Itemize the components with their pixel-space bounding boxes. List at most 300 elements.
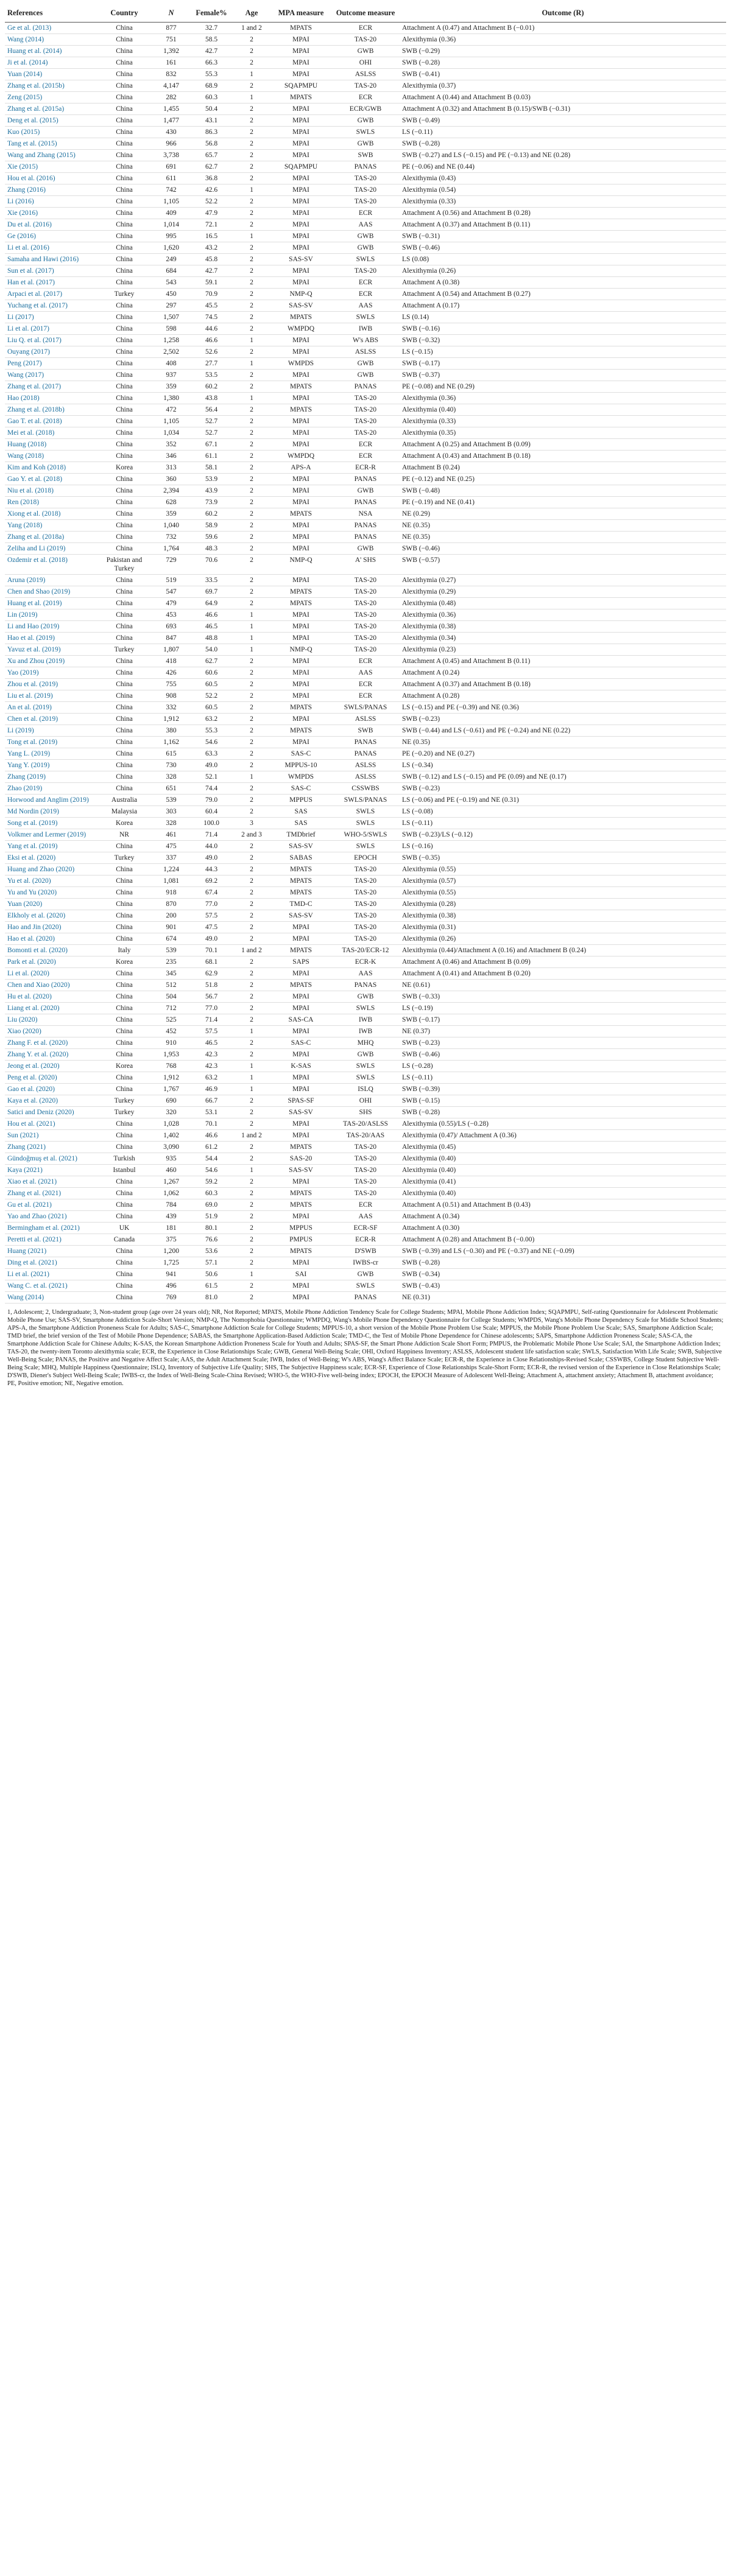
reference-link[interactable]: Jeong et al. (2020) bbox=[5, 1061, 96, 1072]
mpa-measure-cell: MPAI bbox=[270, 416, 331, 427]
reference-link[interactable]: Wang and Zhang (2015) bbox=[5, 150, 96, 161]
country-cell: China bbox=[96, 876, 152, 887]
outcome-r-cell: Alexithymia (0.37) bbox=[400, 80, 726, 92]
reference-link[interactable]: Tang et al. (2015) bbox=[5, 138, 96, 150]
mpa-measure-cell: SQAPMPU bbox=[270, 80, 331, 92]
outcome-r-cell: LS (−0.06) and PE (−0.19) and NE (0.31) bbox=[400, 795, 726, 806]
reference-link[interactable]: Li (2017) bbox=[5, 312, 96, 323]
female-pct-cell: 76.6 bbox=[190, 1234, 233, 1246]
table-row bbox=[5, 150, 726, 161]
female-pct-cell: 70.9 bbox=[190, 289, 233, 300]
age-cell: 1 bbox=[233, 231, 270, 242]
country-cell: China bbox=[96, 621, 152, 633]
n-cell: 235 bbox=[152, 956, 190, 968]
reference-link[interactable]: Hao (2018) bbox=[5, 393, 96, 404]
mpa-measure-cell: SAS-SV bbox=[270, 254, 331, 265]
outcome-measure-cell: W's ABS bbox=[331, 335, 400, 346]
outcome-measure-cell: GWB bbox=[331, 485, 400, 497]
outcome-measure-cell: TAS-20 bbox=[331, 184, 400, 196]
reference-link[interactable]: Yao (2019) bbox=[5, 667, 96, 679]
reference-link[interactable]: Deng et al. (2015) bbox=[5, 115, 96, 127]
reference-link[interactable]: Horwood and Anglim (2019) bbox=[5, 795, 96, 806]
reference-link[interactable]: Eksi et al. (2020) bbox=[5, 852, 96, 864]
female-pct-cell: 56.4 bbox=[190, 404, 233, 416]
outcome-measure-cell: SWLS bbox=[331, 127, 400, 138]
reference-link[interactable]: Song et al. (2019) bbox=[5, 818, 96, 829]
n-cell: 525 bbox=[152, 1014, 190, 1026]
table-row bbox=[5, 393, 726, 404]
female-pct-cell: 55.3 bbox=[190, 69, 233, 80]
table-row bbox=[5, 34, 726, 46]
outcome-r-cell: Alexithymia (0.23) bbox=[400, 644, 726, 656]
reference-link[interactable]: Bermingham et al. (2021) bbox=[5, 1223, 96, 1234]
reference-link[interactable]: Hao et al. (2019) bbox=[5, 633, 96, 644]
mpa-measure-cell: WMPDS bbox=[270, 771, 331, 783]
n-cell: 2,502 bbox=[152, 346, 190, 358]
mpa-measure-cell: MPAI bbox=[270, 173, 331, 184]
reference-link[interactable]: Wang C. et al. (2021) bbox=[5, 1280, 96, 1292]
outcome-r-cell: Alexithymia (0.38) bbox=[400, 910, 726, 922]
reference-link[interactable]: Kuo (2015) bbox=[5, 127, 96, 138]
reference-link[interactable]: Yavuz et al. (2019) bbox=[5, 644, 96, 656]
reference-link[interactable]: Gu et al. (2021) bbox=[5, 1199, 96, 1211]
reference-link[interactable]: Mei et al. (2018) bbox=[5, 427, 96, 439]
female-pct-cell: 65.7 bbox=[190, 150, 233, 161]
reference-link[interactable]: Li and Hao (2019) bbox=[5, 621, 96, 633]
reference-link[interactable]: Liu et al. (2019) bbox=[5, 690, 96, 702]
table-row bbox=[5, 841, 726, 852]
mpa-measure-cell: MPAI bbox=[270, 609, 331, 621]
table-row bbox=[5, 1084, 726, 1095]
reference-link[interactable]: Gao T. et al. (2018) bbox=[5, 416, 96, 427]
mpa-measure-cell: MPPUS bbox=[270, 795, 331, 806]
mpa-measure-cell: MPATS bbox=[270, 404, 331, 416]
reference-link[interactable]: Xiao et al. (2021) bbox=[5, 1176, 96, 1188]
mpa-measure-cell: MPAI bbox=[270, 57, 331, 69]
mpa-measure-cell: MPAI bbox=[270, 115, 331, 127]
table-row bbox=[5, 945, 726, 956]
country-cell: China bbox=[96, 1026, 152, 1037]
female-pct-cell: 52.6 bbox=[190, 346, 233, 358]
reference-link[interactable]: Du et al. (2016) bbox=[5, 219, 96, 231]
country-cell: China bbox=[96, 451, 152, 462]
reference-link[interactable]: Huang (2018) bbox=[5, 439, 96, 451]
female-pct-cell: 42.6 bbox=[190, 184, 233, 196]
n-cell: 1,062 bbox=[152, 1188, 190, 1199]
age-cell: 1 bbox=[233, 1084, 270, 1095]
reference-link[interactable]: Xiong et al. (2018) bbox=[5, 508, 96, 520]
column-header-references: References bbox=[5, 4, 96, 23]
age-cell: 2 bbox=[233, 127, 270, 138]
outcome-r-cell: Alexithymia (0.45) bbox=[400, 1142, 726, 1153]
n-cell: 380 bbox=[152, 725, 190, 737]
reference-link[interactable]: Md Nordin (2019) bbox=[5, 806, 96, 818]
reference-link[interactable]: Sun (2021) bbox=[5, 1130, 96, 1142]
reference-link[interactable]: Kim and Koh (2018) bbox=[5, 462, 96, 474]
reference-link[interactable]: Yang et al. (2019) bbox=[5, 841, 96, 852]
outcome-measure-cell: PANAS bbox=[331, 161, 400, 173]
age-cell: 2 bbox=[233, 760, 270, 771]
reference-link[interactable]: Hao et al. (2020) bbox=[5, 933, 96, 945]
female-pct-cell: 54.0 bbox=[190, 644, 233, 656]
country-cell: China bbox=[96, 427, 152, 439]
mpa-measure-cell: MPATS bbox=[270, 1142, 331, 1153]
reference-link[interactable]: Xiao (2020) bbox=[5, 1026, 96, 1037]
n-cell: 504 bbox=[152, 991, 190, 1003]
reference-link[interactable]: Ge (2016) bbox=[5, 231, 96, 242]
reference-link[interactable]: Zhao (2019) bbox=[5, 783, 96, 795]
reference-link[interactable]: Liu Q. et al. (2017) bbox=[5, 335, 96, 346]
reference-link[interactable]: Chen and Shao (2019) bbox=[5, 586, 96, 598]
reference-link[interactable]: Yang L. (2019) bbox=[5, 748, 96, 760]
mpa-measure-cell: MPAI bbox=[270, 1130, 331, 1142]
reference-link[interactable]: Zeliha and Li (2019) bbox=[5, 543, 96, 555]
n-cell: 908 bbox=[152, 690, 190, 702]
reference-link[interactable]: Gao et al. (2020) bbox=[5, 1084, 96, 1095]
age-cell: 2 bbox=[233, 254, 270, 265]
outcome-r-cell: Alexithymia (0.35) bbox=[400, 427, 726, 439]
country-cell: Canada bbox=[96, 1234, 152, 1246]
n-cell: 730 bbox=[152, 760, 190, 771]
age-cell: 2 bbox=[233, 1280, 270, 1292]
column-header-age: Age bbox=[233, 4, 270, 23]
reference-link[interactable]: Lin (2019) bbox=[5, 609, 96, 621]
reference-link[interactable]: Zhou et al. (2019) bbox=[5, 679, 96, 690]
outcome-r-cell: SWB (−0.32) bbox=[400, 335, 726, 346]
mpa-measure-cell: MPAI bbox=[270, 737, 331, 748]
reference-link[interactable]: Hou et al. (2021) bbox=[5, 1118, 96, 1130]
female-pct-cell: 63.3 bbox=[190, 748, 233, 760]
mpa-measure-cell: MPAI bbox=[270, 1118, 331, 1130]
country-cell: China bbox=[96, 1142, 152, 1153]
reference-link[interactable]: Satici and Deniz (2020) bbox=[5, 1107, 96, 1118]
n-cell: 297 bbox=[152, 300, 190, 312]
mpa-measure-cell: MPATS bbox=[270, 598, 331, 609]
mpa-measure-cell: MPATS bbox=[270, 381, 331, 393]
table-footnote: 1, Adolescent; 2, Undergraduate; 3, Non-student group (age over 24 years old); NR, Not Reported; MPATS, Mobile Phone Addiction Tendency Scale for College Students; MPAI, Mobile Phone Addiction Index; SQAPMPU, Self-rating Questionnaire for Adolescent Problematic Mobile Phone Use; SAS-SV, Smartphone Addiction Scale-Short Version; NMP-Q, The Nomophobia Questionnaire; WMPDQ, Wang's Mobile Phone Dependency Questionnaire for College Students; WMPDS, Wang's Mobile Phone Dependency Scale for Middle School Students; APS-A, the Smartphone Addiction Proneness Scale for Adults; SAS-C, Smartphone Addiction Scale for College Students; MPPUS-10, a short version of the Mobile Phone Problem Use Scale; MPPUS, the Mobile Phone Problem Use Scale; SAS, Smartphone Addiction Scale; TMD brief, the brief version of the Test of Mobile Phone Dependence; SABAS, the Smartphone Application-Based Addiction Scale; TMD-C, the Test of Mobile Phone Dependence for Chinese adolescents; SAPS, Smartphone Addiction Proneness Scale; SAS-CA, the Smartphone Addiction Scale for Chinese Adults; K-SAS, the Korean Smartphone Addiction Proneness Scale for Youth and Adults; SPAS-SF, the Smart Phone Addiction Scale Short Form; PMPUS, the Problematic Mobile Phone Use Scale; SAI, the Smartphone Addiction Index; TAS-20, the twenty-item Toronto alexithymia scale; ECR, the Experience in Close Relationships Scale; GWB, General Well-Being Scale; OHI, Oxford Happiness Inventory; ASLSS, Adolescent student life satisfaction scale; SWLS, Satisfaction With Life Scale; SWB, Subjective Well-Being Scale; PANAS, the Positive and Negative Affect Scale; AAS, the Adult Attachment Scale; IWB, Index of Well-Being; W's ABS, Wang's Affect Balance Scale; ECR-R, the Experience in Close Relationships-Revised Scale; CSSWBS, College Student Subjective Well-Being Scale; MHQ, Multiple Happiness Questionnaire; ISLQ, Inventory of Subjective Life Quality; SHS, The Subjective Happiness scale; ECR-SF, Experience of Close Relationships Scale-Short Form; ECR-R, the revised version of the Experience in Close Relationships Scale; D'SWB, Diener's Subject Well-Being Scale; IWBS-cr, the Index of Well-Being Scale-China Revised; WHO-5, the WHO-Five well-being index; EPOCH, the EPOCH Measure of Adolescent Well-Being; Attachment A, attachment anxiety; Attachment B, attachment avoidance; PE, Positive emotion; NE, Negative emotion. bbox=[7, 1309, 724, 1387]
outcome-measure-cell: TAS-20 bbox=[331, 598, 400, 609]
female-pct-cell: 47.9 bbox=[190, 208, 233, 219]
reference-link[interactable]: Han et al. (2017) bbox=[5, 277, 96, 289]
reference-link[interactable]: Ouyang (2017) bbox=[5, 346, 96, 358]
reference-link[interactable]: Yang Y. (2019) bbox=[5, 760, 96, 771]
reference-link[interactable]: Zhang et al. (2015b) bbox=[5, 80, 96, 92]
reference-link[interactable]: Niu et al. (2018) bbox=[5, 485, 96, 497]
outcome-r-cell: Attachment A (0.41) and Attachment B (0.20) bbox=[400, 968, 726, 980]
age-cell: 2 bbox=[233, 1292, 270, 1304]
reference-link[interactable]: Yuan (2020) bbox=[5, 899, 96, 910]
outcome-r-cell: Alexithymia (0.47)/ Attachment A (0.36) bbox=[400, 1130, 726, 1142]
column-header-mpa-measure: MPA measure bbox=[270, 4, 331, 23]
n-cell: 375 bbox=[152, 1234, 190, 1246]
age-cell: 1 bbox=[233, 644, 270, 656]
reference-link[interactable]: Huang and Zhao (2020) bbox=[5, 864, 96, 876]
outcome-r-cell: LS (−0.11) bbox=[400, 818, 726, 829]
reference-link[interactable]: Wang (2017) bbox=[5, 370, 96, 381]
reference-link[interactable]: Ozdemir et al. (2018) bbox=[5, 555, 96, 575]
reference-link[interactable]: Hu et al. (2020) bbox=[5, 991, 96, 1003]
reference-link[interactable]: Peretti et al. (2021) bbox=[5, 1234, 96, 1246]
reference-link[interactable]: Gündoğmuş et al. (2021) bbox=[5, 1153, 96, 1165]
reference-link[interactable]: Elkholy et al. (2020) bbox=[5, 910, 96, 922]
age-cell: 2 bbox=[233, 370, 270, 381]
reference-link[interactable]: Huang et al. (2014) bbox=[5, 46, 96, 57]
reference-link[interactable]: Li et al. (2017) bbox=[5, 323, 96, 335]
reference-link[interactable]: Xie (2016) bbox=[5, 208, 96, 219]
outcome-r-cell: Attachment A (0.38) bbox=[400, 277, 726, 289]
outcome-measure-cell: A' SHS bbox=[331, 555, 400, 575]
reference-link[interactable]: Bomonti et al. (2020) bbox=[5, 945, 96, 956]
n-cell: 690 bbox=[152, 1095, 190, 1107]
outcome-measure-cell: PANAS bbox=[331, 532, 400, 543]
reference-link[interactable]: Chen et al. (2019) bbox=[5, 714, 96, 725]
mpa-measure-cell: MPAI bbox=[270, 690, 331, 702]
country-cell: China bbox=[96, 922, 152, 933]
outcome-measure-cell: AAS bbox=[331, 667, 400, 679]
mpa-measure-cell: MPATS bbox=[270, 945, 331, 956]
female-pct-cell: 55.3 bbox=[190, 725, 233, 737]
n-cell: 408 bbox=[152, 358, 190, 370]
reference-link[interactable]: Ge et al. (2013) bbox=[5, 23, 96, 34]
reference-link[interactable]: Yuchang et al. (2017) bbox=[5, 300, 96, 312]
n-cell: 547 bbox=[152, 586, 190, 598]
reference-link[interactable]: Zhang et al. (2015a) bbox=[5, 104, 96, 115]
n-cell: 328 bbox=[152, 771, 190, 783]
reference-link[interactable]: Huang (2021) bbox=[5, 1246, 96, 1257]
n-cell: 1,912 bbox=[152, 714, 190, 725]
reference-link[interactable]: Zhang (2016) bbox=[5, 184, 96, 196]
reference-link[interactable]: Zeng (2015) bbox=[5, 92, 96, 104]
table-row bbox=[5, 92, 726, 104]
outcome-measure-cell: GWB bbox=[331, 138, 400, 150]
female-pct-cell: 59.6 bbox=[190, 532, 233, 543]
age-cell: 2 bbox=[233, 497, 270, 508]
outcome-measure-cell: TAS-20 bbox=[331, 876, 400, 887]
table-row bbox=[5, 242, 726, 254]
female-pct-cell: 60.4 bbox=[190, 806, 233, 818]
mpa-measure-cell: MPATS bbox=[270, 980, 331, 991]
female-pct-cell: 46.5 bbox=[190, 621, 233, 633]
reference-link[interactable]: Peng (2017) bbox=[5, 358, 96, 370]
reference-link[interactable]: Yuan (2014) bbox=[5, 69, 96, 80]
reference-link[interactable]: Arpaci et al. (2017) bbox=[5, 289, 96, 300]
outcome-measure-cell: ECR bbox=[331, 1199, 400, 1211]
n-cell: 1,034 bbox=[152, 427, 190, 439]
table-row bbox=[5, 138, 726, 150]
table-row bbox=[5, 1165, 726, 1176]
table-row bbox=[5, 173, 726, 184]
reference-link[interactable]: Li et al. (2020) bbox=[5, 968, 96, 980]
outcome-r-cell: Alexithymia (0.26) bbox=[400, 933, 726, 945]
mpa-measure-cell: MPAI bbox=[270, 922, 331, 933]
reference-link[interactable]: Zhang et al. (2021) bbox=[5, 1188, 96, 1199]
column-header-female-pct: Female% bbox=[190, 4, 233, 23]
female-pct-cell: 56.8 bbox=[190, 138, 233, 150]
outcome-measure-cell: SWLS bbox=[331, 806, 400, 818]
age-cell: 2 bbox=[233, 667, 270, 679]
n-cell: 3,738 bbox=[152, 150, 190, 161]
reference-link[interactable]: Kaya et al. (2020) bbox=[5, 1095, 96, 1107]
n-cell: 1,392 bbox=[152, 46, 190, 57]
reference-link[interactable]: Yu et al. (2020) bbox=[5, 876, 96, 887]
reference-link[interactable]: Gao Y. et al. (2018) bbox=[5, 474, 96, 485]
country-cell: China bbox=[96, 748, 152, 760]
age-cell: 2 bbox=[233, 265, 270, 277]
reference-link[interactable]: Zhang (2021) bbox=[5, 1142, 96, 1153]
age-cell: 2 bbox=[233, 1049, 270, 1061]
table-row bbox=[5, 1130, 726, 1142]
country-cell: China bbox=[96, 358, 152, 370]
outcome-r-cell: SWB (−0.23) bbox=[400, 783, 726, 795]
reference-link[interactable]: Hao and Jin (2020) bbox=[5, 922, 96, 933]
reference-link[interactable]: Li et al. (2021) bbox=[5, 1269, 96, 1280]
reference-link[interactable]: Zhang Y. et al. (2020) bbox=[5, 1049, 96, 1061]
reference-link[interactable]: Ding et al. (2021) bbox=[5, 1257, 96, 1269]
reference-link[interactable]: Park et al. (2020) bbox=[5, 956, 96, 968]
reference-link[interactable]: Li (2016) bbox=[5, 196, 96, 208]
reference-link[interactable]: Sun et al. (2017) bbox=[5, 265, 96, 277]
country-cell: China bbox=[96, 1003, 152, 1014]
female-pct-cell: 43.9 bbox=[190, 485, 233, 497]
n-cell: 1,912 bbox=[152, 1072, 190, 1084]
mpa-measure-cell: SAI bbox=[270, 1269, 331, 1280]
female-pct-cell: 67.4 bbox=[190, 887, 233, 899]
reference-link[interactable]: Aruna (2019) bbox=[5, 575, 96, 586]
mpa-measure-cell: SAS-CA bbox=[270, 1014, 331, 1026]
mpa-measure-cell: MPAI bbox=[270, 497, 331, 508]
reference-link[interactable]: Wang (2018) bbox=[5, 451, 96, 462]
reference-link[interactable]: Hou et al. (2016) bbox=[5, 173, 96, 184]
mpa-measure-cell: MPAI bbox=[270, 621, 331, 633]
reference-link[interactable]: Kaya (2021) bbox=[5, 1165, 96, 1176]
reference-link[interactable]: Huang et al. (2019) bbox=[5, 598, 96, 609]
reference-link[interactable]: Li et al. (2016) bbox=[5, 242, 96, 254]
table-row bbox=[5, 829, 726, 841]
table-row bbox=[5, 57, 726, 69]
mpa-measure-cell: MPAI bbox=[270, 714, 331, 725]
n-cell: 847 bbox=[152, 633, 190, 644]
mpa-measure-cell: SAS bbox=[270, 818, 331, 829]
reference-link[interactable]: Ren (2018) bbox=[5, 497, 96, 508]
reference-link[interactable]: Xie (2015) bbox=[5, 161, 96, 173]
n-cell: 935 bbox=[152, 1153, 190, 1165]
reference-link[interactable]: Zhang (2019) bbox=[5, 771, 96, 783]
female-pct-cell: 53.6 bbox=[190, 1246, 233, 1257]
outcome-measure-cell: TAS-20 bbox=[331, 621, 400, 633]
country-cell: China bbox=[96, 656, 152, 667]
outcome-measure-cell: GWB bbox=[331, 543, 400, 555]
n-cell: 450 bbox=[152, 289, 190, 300]
n-cell: 337 bbox=[152, 852, 190, 864]
female-pct-cell: 60.5 bbox=[190, 679, 233, 690]
table-row bbox=[5, 748, 726, 760]
reference-link[interactable]: Yu and Yu (2020) bbox=[5, 887, 96, 899]
n-cell: 732 bbox=[152, 532, 190, 543]
outcome-r-cell: PE (−0.12) and NE (0.25) bbox=[400, 474, 726, 485]
country-cell: China bbox=[96, 520, 152, 532]
reference-link[interactable]: Zhang F. et al. (2020) bbox=[5, 1037, 96, 1049]
country-cell: China bbox=[96, 312, 152, 323]
reference-link[interactable]: Liang et al. (2020) bbox=[5, 1003, 96, 1014]
table-row bbox=[5, 451, 726, 462]
country-cell: China bbox=[96, 1257, 152, 1269]
outcome-r-cell: NE (0.35) bbox=[400, 532, 726, 543]
reference-link[interactable]: Peng et al. (2020) bbox=[5, 1072, 96, 1084]
female-pct-cell: 70.6 bbox=[190, 555, 233, 575]
female-pct-cell: 48.8 bbox=[190, 633, 233, 644]
reference-link[interactable]: Volkmer and Lermer (2019) bbox=[5, 829, 96, 841]
female-pct-cell: 60.2 bbox=[190, 381, 233, 393]
reference-link[interactable]: Liu (2020) bbox=[5, 1014, 96, 1026]
age-cell: 2 bbox=[233, 864, 270, 876]
female-pct-cell: 53.5 bbox=[190, 370, 233, 381]
outcome-measure-cell: TAS-20 bbox=[331, 586, 400, 598]
n-cell: 320 bbox=[152, 1107, 190, 1118]
age-cell: 3 bbox=[233, 818, 270, 829]
outcome-r-cell: PE (−0.20) and NE (0.27) bbox=[400, 748, 726, 760]
female-pct-cell: 70.1 bbox=[190, 945, 233, 956]
table-row bbox=[5, 1026, 726, 1037]
country-cell: China bbox=[96, 242, 152, 254]
outcome-measure-cell: SWLS bbox=[331, 1280, 400, 1292]
n-cell: 1,258 bbox=[152, 335, 190, 346]
country-cell: China bbox=[96, 104, 152, 115]
reference-link[interactable]: Wang (2014) bbox=[5, 1292, 96, 1304]
n-cell: 674 bbox=[152, 933, 190, 945]
reference-link[interactable]: Yang (2018) bbox=[5, 520, 96, 532]
outcome-r-cell: PE (−0.08) and NE (0.29) bbox=[400, 381, 726, 393]
outcome-r-cell: Alexithymia (0.55)/LS (−0.28) bbox=[400, 1118, 726, 1130]
mpa-measure-cell: MPAI bbox=[270, 1084, 331, 1095]
reference-link[interactable]: Chen and Xiao (2020) bbox=[5, 980, 96, 991]
table-row bbox=[5, 1014, 726, 1026]
female-pct-cell: 46.5 bbox=[190, 1037, 233, 1049]
n-cell: 937 bbox=[152, 370, 190, 381]
table-row bbox=[5, 598, 726, 609]
reference-link[interactable]: Ji et al. (2014) bbox=[5, 57, 96, 69]
outcome-r-cell: SWB (−0.57) bbox=[400, 555, 726, 575]
outcome-measure-cell: ECR-R bbox=[331, 1234, 400, 1246]
female-pct-cell: 79.0 bbox=[190, 795, 233, 806]
table-body bbox=[5, 23, 726, 1304]
n-cell: 755 bbox=[152, 679, 190, 690]
reference-link[interactable]: Zhang et al. (2018b) bbox=[5, 404, 96, 416]
reference-link[interactable]: Zhang et al. (2017) bbox=[5, 381, 96, 393]
outcome-measure-cell: TAS-20 bbox=[331, 34, 400, 46]
outcome-r-cell: NE (0.61) bbox=[400, 980, 726, 991]
country-cell: Turkey bbox=[96, 644, 152, 656]
reference-link[interactable]: Xu and Zhou (2019) bbox=[5, 656, 96, 667]
reference-link[interactable]: Samaha and Hawi (2016) bbox=[5, 254, 96, 265]
reference-link[interactable]: Wang (2014) bbox=[5, 34, 96, 46]
female-pct-cell: 45.5 bbox=[190, 300, 233, 312]
age-cell: 2 bbox=[233, 1199, 270, 1211]
outcome-measure-cell: TAS-20 bbox=[331, 393, 400, 404]
female-pct-cell: 54.6 bbox=[190, 1165, 233, 1176]
country-cell: China bbox=[96, 991, 152, 1003]
female-pct-cell: 74.4 bbox=[190, 783, 233, 795]
column-header-country: Country bbox=[96, 4, 152, 23]
mpa-measure-cell: WMPDQ bbox=[270, 451, 331, 462]
reference-link[interactable]: An et al. (2019) bbox=[5, 702, 96, 714]
mpa-measure-cell: TMDbrief bbox=[270, 829, 331, 841]
reference-link[interactable]: Tong et al. (2019) bbox=[5, 737, 96, 748]
country-cell: China bbox=[96, 864, 152, 876]
female-pct-cell: 70.1 bbox=[190, 1118, 233, 1130]
reference-link[interactable]: Zhang et al. (2018a) bbox=[5, 532, 96, 543]
reference-link[interactable]: Yao and Zhao (2021) bbox=[5, 1211, 96, 1223]
reference-link[interactable]: Li (2019) bbox=[5, 725, 96, 737]
